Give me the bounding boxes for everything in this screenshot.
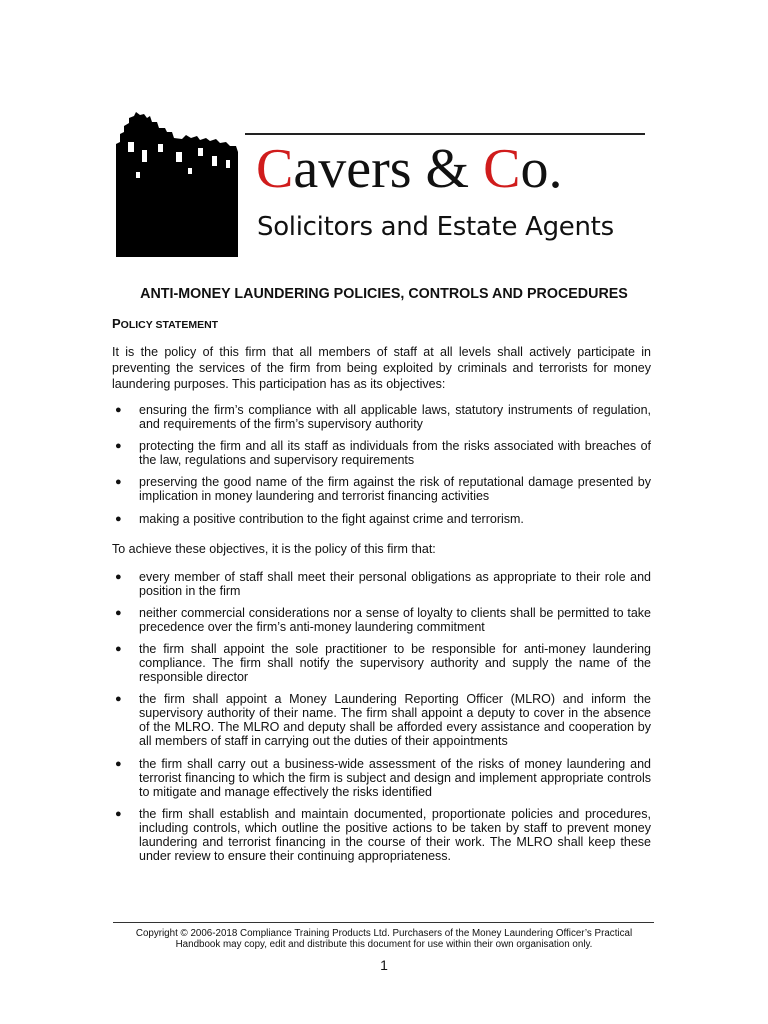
list-item: ● protecting the firm and all its staff as individuals from the risks associated with breaches of the law, regulations and supervisory requirements (115, 439, 651, 467)
bullet-icon: ● (115, 440, 122, 452)
bullet-icon: ● (115, 607, 122, 619)
firm-subtitle: Solicitors and Estate Agents (257, 212, 614, 242)
page-number: 1 (380, 957, 388, 973)
bullet-icon: ● (115, 758, 122, 770)
bullet-icon: ● (115, 404, 122, 416)
list-item: ● the firm shall establish and maintain documented, proportionate policies and procedures, including controls, which outline the positive actions to be taken by staff to prevent money laundering and terrorist financing in the course of their work. The MLRO shall keep these under review to ensure their continuing appropriateness. (115, 807, 651, 863)
bullet-icon: ● (115, 513, 122, 525)
bullet-icon: ● (115, 693, 122, 705)
firm-initial-co: C (483, 138, 521, 200)
footer-line: Copyright © 2006-2018 Compliance Training Products Ltd. Purchasers of the Money Laundering Officer’s Practical (135, 928, 633, 939)
transition-paragraph: To achieve these objectives, it is the policy of this firm that: (112, 542, 436, 556)
footer-line: Handbook may copy, edit and distribute this document for use within their own organisation only. (175, 939, 593, 950)
firm-name-end: o. (520, 138, 563, 200)
section-heading (112, 317, 218, 332)
list-item: ● every member of staff shall meet their personal obligations as appropriate to their role and position in the firm (115, 570, 651, 598)
list-item: ● the firm shall appoint the sole practitioner to be responsible for anti-money laundering compliance. The firm shall notify the supervisory authority and supply the name of the responsible director (115, 642, 651, 684)
footer-divider (113, 922, 654, 923)
list-item: ● making a positive contribution to the fight against crime and terrorism. (115, 512, 524, 526)
section-heading-rest: OLICY STATEMENT (120, 319, 219, 331)
list-item: ● neither commercial considerations nor a sense of loyalty to clients shall be permitted to take precedence over the firm’s anti-money laundering commitment (115, 606, 651, 634)
firm-name-part: avers & (293, 138, 484, 200)
list-item: ● the firm shall appoint a Money Laundering Reporting Officer (MLRO) and inform the supervisory authority of their name. The firm shall appoint a deputy to cover in the absence of the MLRO. The MLRO and deputy shall be afforded every assistance and cooperation by all members of staff in carrying out the duties of their appointments (115, 692, 651, 748)
bullet-icon: ● (115, 643, 122, 655)
bullet-icon: ● (115, 476, 122, 488)
intro-paragraph: It is the policy of this firm that all members of staff at all levels shall actively participate in preventing the services of the firm from being exploited by criminals and terrorists for money laundering purposes. This participation has as its objectives: (112, 345, 651, 391)
castle-ruin-logo-icon (112, 112, 242, 257)
document-title: ANTI-MONEY LAUNDERING POLICIES, CONTROLS AND PROCEDURES (140, 286, 628, 302)
firm-name (256, 134, 562, 204)
bullet-icon: ● (115, 571, 122, 583)
list-item: ● preserving the good name of the firm against the risk of reputational damage presented by implication in money laundering and terrorist financing activities (115, 475, 651, 503)
firm-initial-c: C (256, 138, 294, 200)
bullet-icon: ● (115, 808, 122, 820)
footer-copyright (112, 928, 656, 950)
list-item: ● the firm shall carry out a business-wide assessment of the risks of money laundering and terrorist financing to which the firm is subject and design and implement appropriate controls to mitigate and manage effectively the risks identified (115, 757, 651, 799)
section-heading-initial: P (112, 316, 121, 331)
list-item: ● ensuring the firm’s compliance with all applicable laws, statutory instruments of regulation, and requirements of the firm’s supervisory authority (115, 403, 651, 431)
